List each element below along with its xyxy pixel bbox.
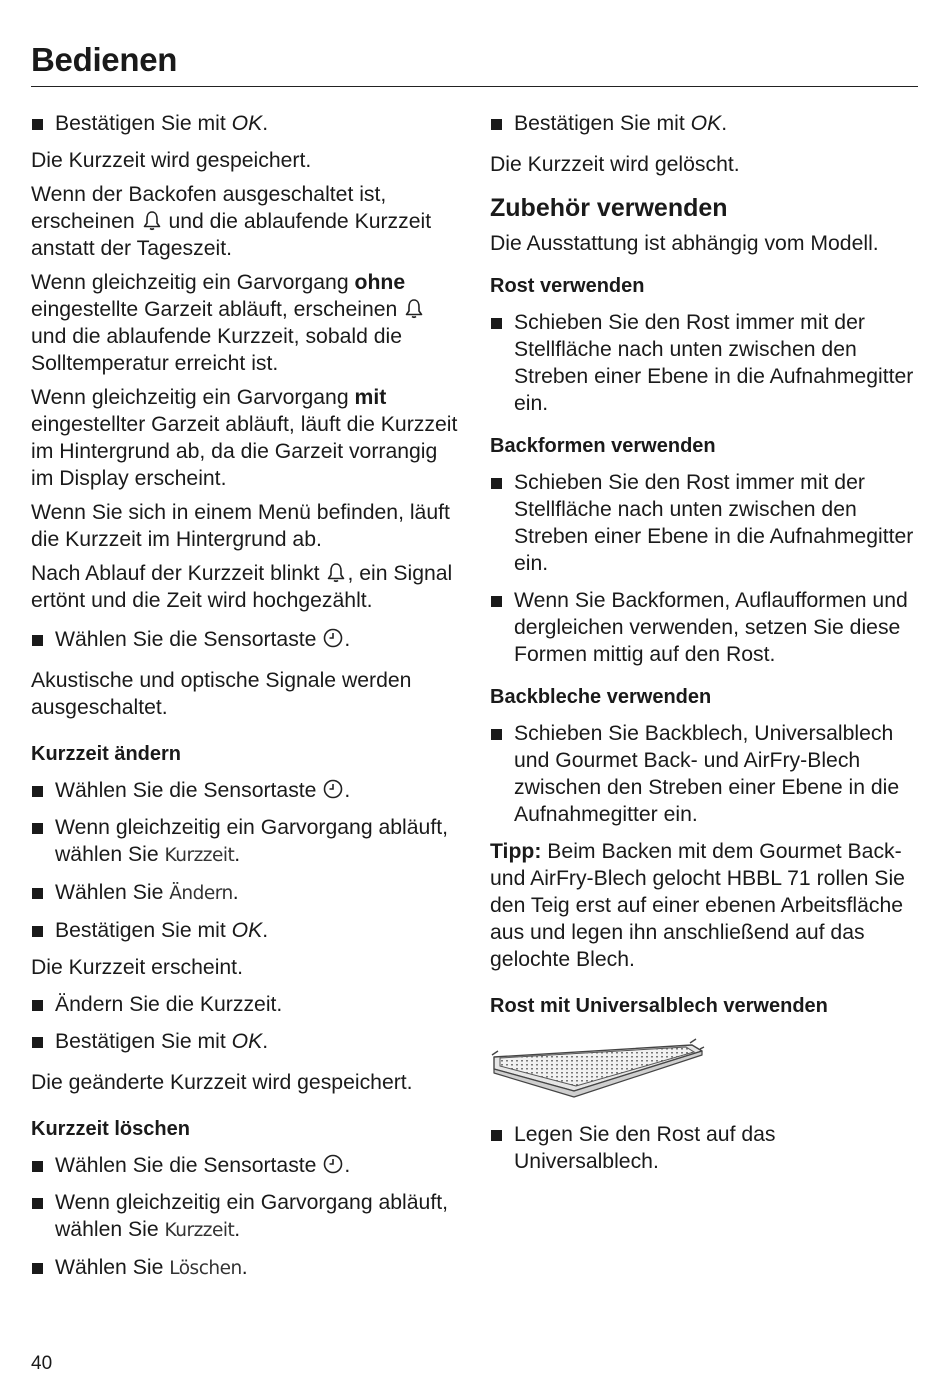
list-item: Ändern Sie die Kurzzeit. [31,991,461,1018]
clock-icon [322,627,344,649]
section-heading: Kurzzeit ändern [31,743,182,765]
paragraph: Wenn der Backofen ausgeschaltet ist, erscheinen und die ablaufende Kurzzeit anstatt der Tageszeit. [31,183,432,260]
list-item: Wählen Sie die Sensortaste . [31,626,461,653]
paragraph: Die Kurzzeit erscheint. [31,956,243,979]
section-heading: Rost mit Universalblech verwenden [490,995,828,1017]
list-item: Wählen Sie die Sensortaste . [31,777,461,804]
paragraph: Nach Ablauf der Kurzzeit blinkt , ein Signal ertönt und die Zeit wird hochgezählt. [31,562,453,612]
section-heading: Kurzzeit löschen [31,1118,190,1140]
list-item: Bestätigen Sie mit OK. [31,917,461,944]
right-column [490,110,922,1185]
paragraph: Wenn Sie sich in einem Menü befinden, läuft die Kurzzeit im Hintergrund ab. [31,501,450,551]
page-number: 40 [31,1353,53,1374]
paragraph: Akustische und optische Signale werden ausgeschaltet. [31,669,412,719]
paragraph: Wenn gleichzeitig ein Garvorgang ohne eingestellte Garzeit abläuft, erscheinen und die ablaufende Kurzzeit, sobald die Solltemperatur erreicht ist. [31,269,461,377]
list-item: Schieben Sie den Rost immer mit der Stellfläche nach unten zwischen den Streben einer Ebene in die Aufnahmegitter ein. [490,469,922,577]
clock-icon [322,1153,344,1175]
list-item: Schieben Sie Backblech, Universalblech und Gourmet Back- und AirFry-Blech zwischen den Streben einer Ebene in die Aufnahmegitter ein. [490,720,922,828]
paragraph: Die geänderte Kurzzeit wird gespeichert. [31,1071,413,1094]
paragraph: Wenn gleichzeitig ein Garvorgang mit eingestellter Garzeit abläuft, läuft die Kurzzeit im Hintergrund ab, da die Garzeit vorrangig im Display erscheint. [31,386,458,490]
list-item: Bestätigen Sie mit OK. [31,110,461,137]
section-heading: Backbleche verwenden [490,686,712,708]
tray-with-rack-illustration [490,1035,706,1099]
list-item: Wählen Sie die Sensortaste . [31,1152,461,1179]
list-item: Wenn Sie Backformen, Auflaufformen und dergleichen verwenden, setzen Sie diese Formen mittig auf den Rost. [490,587,922,668]
list-item: Wenn gleichzeitig ein Garvorgang abläuft, wählen Sie Kurzzeit. [31,1189,461,1244]
list-item: Schieben Sie den Rost immer mit der Stellfläche nach unten zwischen den Streben einer Ebene in die Aufnahmegitter ein. [490,309,922,417]
list-item: Wenn gleichzeitig ein Garvorgang abläuft, wählen Sie Kurzzeit. [31,814,461,869]
paragraph: Die Kurzzeit wird gespeichert. [31,149,312,172]
section-heading: Backformen verwenden [490,435,716,457]
paragraph: Die Ausstattung ist abhängig vom Modell. [490,232,879,255]
bell-icon [325,561,347,583]
page-header [31,40,918,87]
list-item: Bestätigen Sie mit OK. [490,110,922,137]
list-item: Legen Sie den Rost auf das Universalblech. [490,1121,922,1175]
bell-icon [403,297,425,319]
tip-paragraph: Tipp: Beim Backen mit dem Gourmet Back- und AirFry-Blech gelocht HBBL 71 rollen Sie den Teig erst auf einer ebenen Arbeitsfläche aus und legen ihn anschließend auf das gelochte Blech. [490,840,905,971]
section-title: Zubehör verwenden [490,194,728,222]
list-item: Bestätigen Sie mit OK. [31,1028,461,1055]
bell-icon [141,209,163,231]
page-title: Bedienen [31,41,178,78]
paragraph: Die Kurzzeit wird gelöscht. [490,153,740,176]
list-item: Wählen Sie Löschen. [31,1254,461,1282]
list-item: Wählen Sie Ändern. [31,879,461,907]
section-heading: Rost verwenden [490,275,645,297]
left-column [31,110,461,1292]
clock-icon [322,778,344,800]
